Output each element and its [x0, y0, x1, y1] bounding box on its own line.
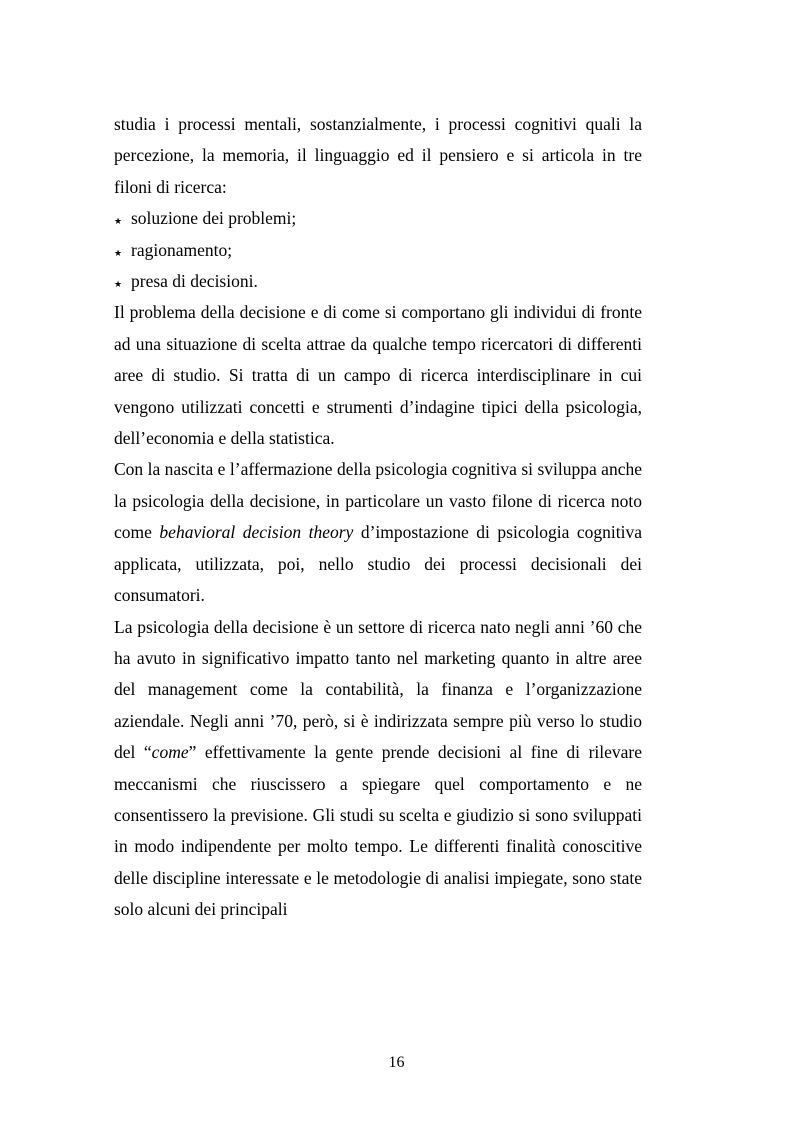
research-strands-list — [114, 203, 642, 297]
list-item-label: presa di decisioni. — [131, 271, 258, 292]
cognitive-psychology-paragraph: Con la nascita e l’affermazione della psicologia cognitiva si sviluppa anche la psicologia della decisione, in particolare un vasto filone di ricerca noto come behavioral decision theory d’impostazione di psicologia cognitiva applicata, utilizzata, poi, nello studio dei processi decisionali dei consumatori. — [114, 459, 642, 606]
star-icon: ★ — [114, 247, 123, 258]
star-icon: ★ — [114, 279, 123, 290]
page-number: 16 — [388, 1054, 405, 1071]
decision-problem-paragraph: Il problema della decisione e di come si comportano gli individui di fronte ad una situazione di scelta attrae da qualche tempo ricercatori di differenti aree di studio. Si tratta di un campo di ricerca interdisciplinare in cui vengono utilizzati concetti e strumenti d’indagine tipici della psicologia, dell’economia e della statistica. — [114, 302, 642, 449]
list-item-label: ragionamento; — [131, 239, 233, 260]
decision-psychology-paragraph: La psicologia della decisione è un settore di ricerca nato negli anni ’60 che ha avuto in significativo impatto tanto nel marketing quanto in altre aree del management come la contabilità, la finanza e l’organizzazione aziendale. Negli anni ’70, però, si è indirizzata sempre più verso lo studio del “come” effettivamente la gente prende decisioni al fine di rilevare meccanismi che riuscissero a spiegare quel comportamento e ne consentissero la previsione. Gli studi su scelta e giudizio si sono sviluppati in modo indipendente per molto tempo. Le differenti finalità conoscitive delle discipline interessate e le metodologie di analisi impiegate, sono state solo alcuni dei principali — [114, 616, 642, 920]
body-text — [114, 109, 642, 926]
list-item — [114, 235, 642, 266]
star-icon: ★ — [114, 216, 123, 227]
list-item-label: soluzione dei problemi; — [131, 208, 297, 229]
behavioral-decision-theory-term: behavioral decision theory — [159, 522, 354, 543]
list-item — [114, 203, 642, 234]
list-item — [114, 266, 642, 297]
intro-paragraph: studia i processi mentali, sostanzialmente, i processi cognitivi quali la percezione, la memoria, il linguaggio ed il pensiero e si articola in tre filoni di ricerca: — [114, 114, 642, 197]
come-term: come — [151, 742, 189, 763]
